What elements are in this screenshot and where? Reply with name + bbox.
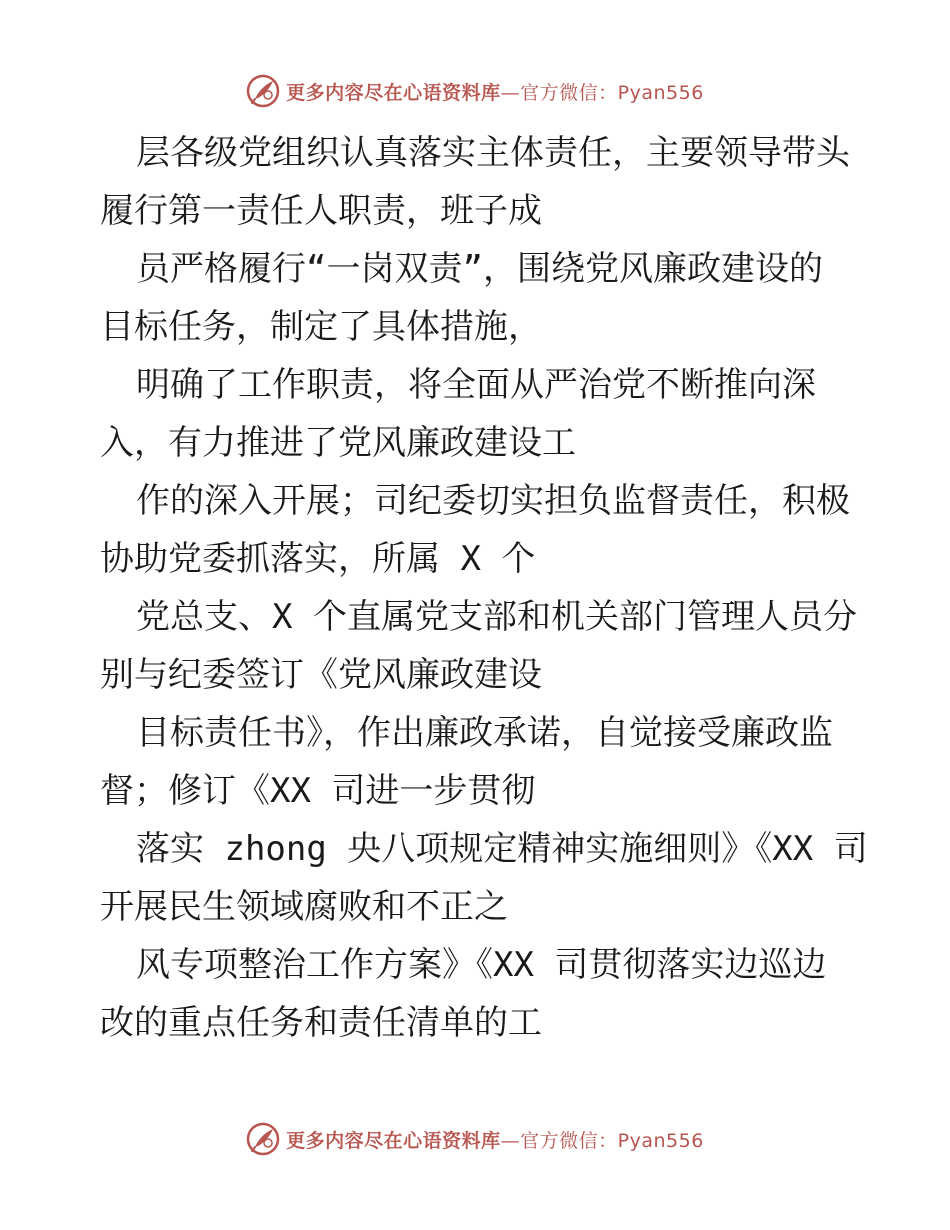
body-line: 层各级党组织认真落实主体责任，主要领导带头 (136, 133, 850, 173)
quill-logo-icon (246, 74, 280, 108)
banner-dash: — (500, 81, 521, 104)
body-line: 风专项整治工作方案》《XX 司贯彻落实边巡边 (136, 945, 827, 985)
body-line: 督；修订《XX 司进一步贯彻 (100, 771, 536, 811)
body-line: 党总支、X 个直属党支部和机关部门管理人员分 (136, 597, 857, 637)
banner-wechat-label: 官方微信：Pyan556 (520, 81, 704, 104)
body-line: 入，有力推进了党风廉政建设工 (100, 423, 576, 463)
body-line: 落实 zhong 央八项规定精神实施细则》《XX 司 (136, 829, 868, 869)
body-text (100, 124, 868, 1052)
banner-main-text: 更多内容尽在心语资料库 (286, 1129, 501, 1152)
body-line: 别与纪委签订《党风廉政建设 (100, 655, 542, 695)
body-line: 目标责任书》，作出廉政承诺，自觉接受廉政监 (136, 713, 833, 753)
body-line: 协助党委抓落实，所属 X 个 (100, 539, 536, 579)
banner-dash: — (500, 1129, 521, 1152)
banner-text (286, 1126, 704, 1153)
header-banner[interactable] (0, 71, 950, 111)
banner-main-text: 更多内容尽在心语资料库 (286, 81, 501, 104)
body-line: 明确了工作职责，将全面从严治党不断推向深 (136, 365, 816, 405)
body-line: 改的重点任务和责任清单的工 (100, 1003, 542, 1043)
body-line: 作的深入开展；司纪委切实担负监督责任，积极 (136, 481, 850, 521)
body-line: 开展民生领域腐败和不正之 (100, 887, 508, 927)
body-line: 履行第一责任人职责，班子成 (100, 191, 542, 231)
footer-banner[interactable] (0, 1119, 950, 1159)
body-line: 目标任务，制定了具体措施， (100, 307, 542, 347)
banner-text (286, 78, 704, 105)
banner-wechat-label: 官方微信：Pyan556 (520, 1129, 704, 1152)
quill-logo-icon (246, 1122, 280, 1156)
body-line: 员严格履行“一岗双责”，围绕党风廉政建设的 (136, 249, 823, 289)
